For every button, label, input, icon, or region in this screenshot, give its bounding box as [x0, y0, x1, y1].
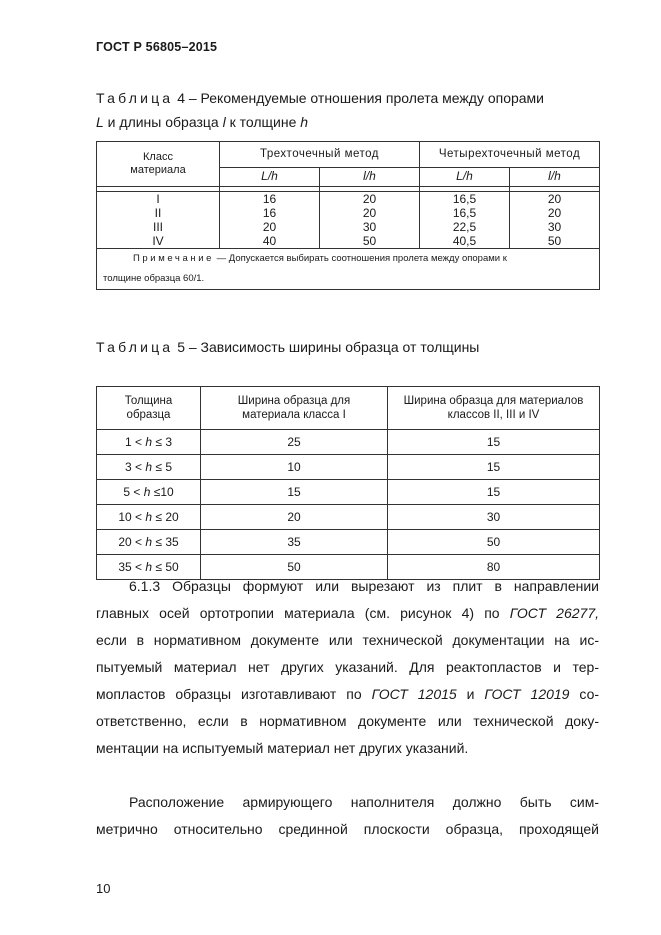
table4-caption-number: 4 [177, 90, 185, 106]
table5-caption-number: 5 [177, 339, 185, 355]
table5-cell-thickness: 5 < h ≤10 [97, 480, 201, 505]
table-row [97, 505, 600, 530]
table4-caption-h: h [300, 114, 309, 130]
table5-header-width-class234: Ширина образца для материалов классов II, III и IV [388, 387, 600, 430]
table4-cell-class: I [97, 192, 220, 207]
table5-header-width-class1: Ширина образца для материала класса I [201, 387, 388, 430]
table5-caption-word: Таблица [96, 339, 174, 355]
table4-cell: 20 [220, 220, 320, 234]
table5-caption [96, 335, 606, 359]
table-row [97, 480, 600, 505]
table-row [97, 234, 600, 249]
table5-cell-thickness: 1 < h ≤ 3 [97, 430, 201, 455]
table5-caption-text: – Зависимость ширины образца от толщины [188, 339, 480, 355]
table4-cell: 50 [320, 234, 420, 249]
table-row [97, 430, 600, 455]
table5-cell: 25 [201, 430, 388, 455]
paragraph-line: мопластов образцы изготавливают по ГОСТ 12015 и ГОСТ 12019 со- [96, 686, 600, 702]
table4-cell: 22,5 [420, 220, 510, 234]
table4-caption-L: L [96, 114, 104, 130]
table4-cell: 20 [320, 192, 420, 207]
table4-note-label: Примечание [133, 253, 214, 264]
table4-cell: 16,5 [420, 206, 510, 220]
table4-cell: 16 [220, 206, 320, 220]
document-code: ГОСТ Р 56805–2015 [96, 40, 218, 54]
table5-cell-thickness: 10 < h ≤ 20 [97, 505, 201, 530]
table5-cell: 80 [388, 555, 600, 580]
paragraph-line: метрично относительно срединной плоскости образца, проходящей [96, 821, 599, 837]
table4-note-text-2: толщине образца 60/1. [103, 273, 205, 284]
table4-cell: 40 [220, 234, 320, 249]
table4-cell-class: II [97, 206, 220, 220]
table4-caption-word: Таблица [96, 90, 174, 106]
table-row [97, 192, 600, 207]
table5 [96, 386, 600, 580]
paragraph-line: если в нормативном документе или технической документации на ис- [96, 632, 599, 648]
table4-caption-part-b: к толщине [225, 114, 301, 130]
table5-cell: 35 [201, 530, 388, 555]
table4-sub-three-lh: l/h [320, 167, 420, 186]
table4 [96, 141, 600, 290]
paragraph-reinforcement [96, 789, 599, 843]
table5-cell-thickness: 35 < h ≤ 50 [97, 555, 201, 580]
table4-caption-l: l [222, 114, 226, 130]
paragraph-line: 6.1.3 Образцы формуют или вырезают из плит в направлении [129, 578, 599, 594]
paragraph-line: Расположение армирующего наполнителя должно быть сим- [129, 794, 599, 810]
table4-cell: 20 [320, 206, 420, 220]
table-row [97, 206, 600, 220]
table4-cell: 30 [320, 220, 420, 234]
table4-cell-class: IV [97, 234, 220, 249]
table4-caption-part-a: и длины образца [103, 114, 223, 130]
table4-note-text: — Допускается выбирать соотношения пролета между опорами к [214, 253, 507, 264]
table4-sub-four-Lh: L/h [420, 167, 510, 186]
table5-cell: 15 [201, 480, 388, 505]
paragraph-line: ответственно, если в нормативном документе или технической доку- [96, 713, 599, 729]
table4-cell: 20 [510, 206, 600, 220]
table5-cell: 15 [388, 480, 600, 505]
gost-26277-reference: ГОСТ 26277, [509, 605, 600, 621]
table-row [97, 220, 600, 234]
table4-sub-four-lh: l/h [510, 167, 600, 186]
gost-12019-reference: ГОСТ 12019 [484, 686, 570, 702]
table4-note [97, 249, 600, 290]
table4-cell: 16,5 [420, 192, 510, 207]
gost-12015-reference: ГОСТ 12015 [371, 686, 457, 702]
paragraph-line: пытуемый материал нет других указаний. Для реактопластов и тер- [96, 659, 599, 675]
table-row [97, 530, 600, 555]
table5-cell: 30 [388, 505, 600, 530]
table4-header-class: Класс материала [97, 142, 220, 187]
table5-cell: 15 [388, 430, 600, 455]
paragraph-line: главных осей ортотропии материала (см. рисунок 4) по ГОСТ 26277, [96, 605, 600, 621]
table5-cell-thickness: 3 < h ≤ 5 [97, 455, 201, 480]
table4-cell: 50 [510, 234, 600, 249]
table5-cell: 50 [388, 530, 600, 555]
table4-cell: 30 [510, 220, 600, 234]
table4-cell: 16 [220, 192, 320, 207]
table5-cell: 10 [201, 455, 388, 480]
table4-cell: 20 [510, 192, 600, 207]
table-row [97, 455, 600, 480]
table5-header-thickness: Толщина образца [97, 387, 201, 430]
table5-cell: 15 [388, 455, 600, 480]
paragraph-6-1-3 [96, 573, 599, 762]
table4-caption [96, 86, 606, 134]
table4-header-four-point: Четырехточечный метод [420, 142, 600, 168]
table4-caption-text: – Рекомендуемые отношения пролета между опорами [188, 90, 544, 106]
table5-cell: 50 [201, 555, 388, 580]
paragraph-line: ментации на испытуемый материал нет других указаний. [96, 740, 469, 756]
table4-header-three-point: Трехточечный метод [220, 142, 420, 168]
table4-cell-class: III [97, 220, 220, 234]
table4-sub-three-Lh: L/h [220, 167, 320, 186]
table4-cell: 40,5 [420, 234, 510, 249]
table5-cell-thickness: 20 < h ≤ 35 [97, 530, 201, 555]
table5-cell: 20 [201, 505, 388, 530]
page-number: 10 [96, 881, 111, 896]
